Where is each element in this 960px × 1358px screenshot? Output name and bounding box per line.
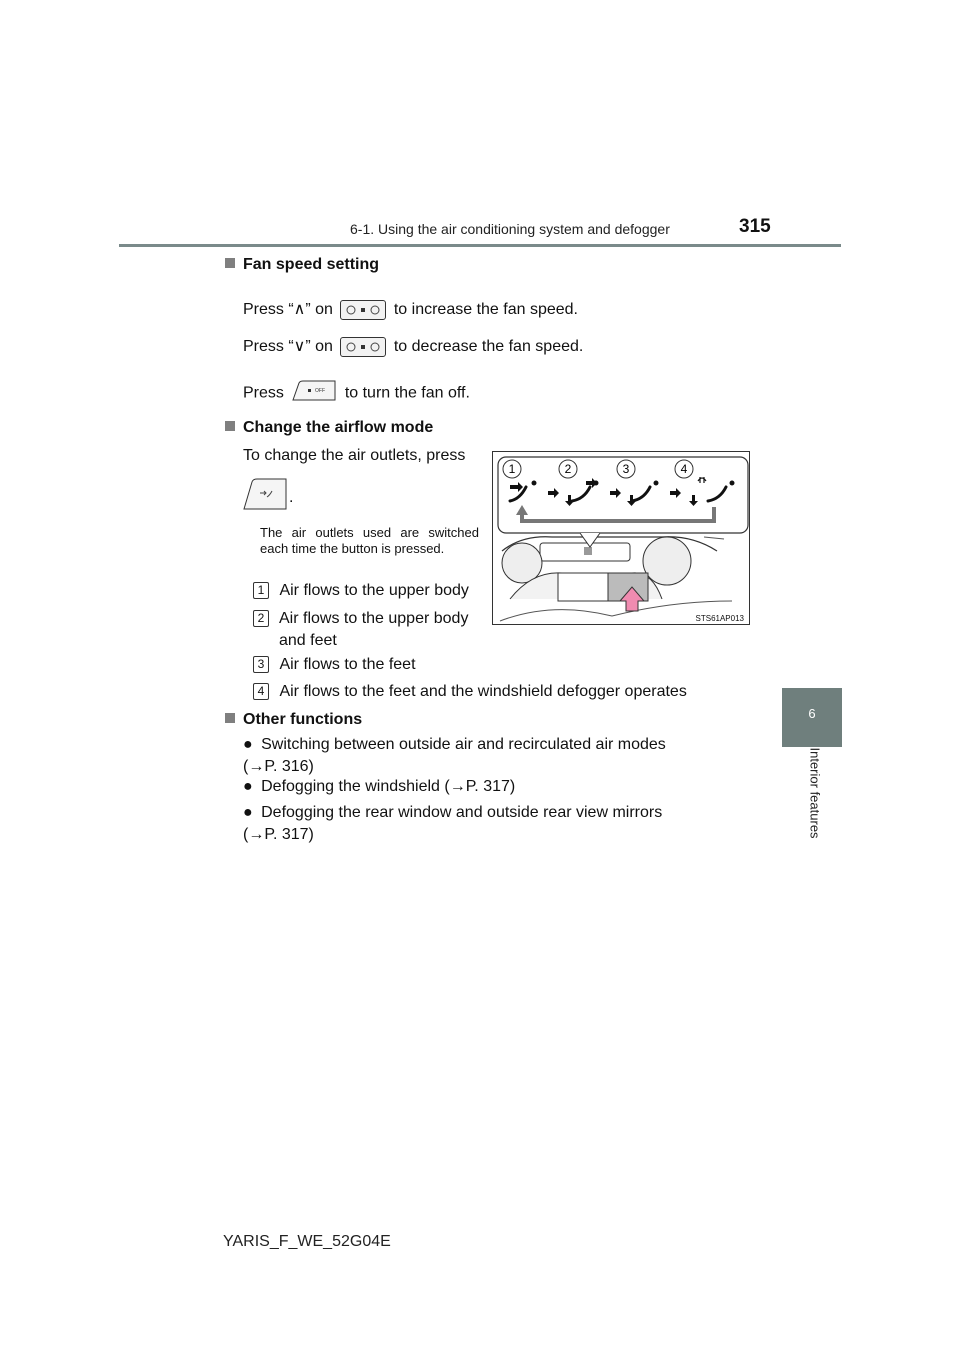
- airflow-figure: [492, 451, 750, 630]
- item-number: 2: [253, 610, 269, 627]
- item-text: Air flows to the upper body: [279, 582, 469, 599]
- square-bullet-icon: [225, 421, 235, 431]
- airflow-button-icon: [242, 477, 288, 511]
- airflow-mode-button-icon: [242, 477, 288, 516]
- other-bullet-2: [243, 778, 515, 796]
- callout-2: 2: [564, 462, 572, 476]
- fan-line-off: [243, 380, 470, 407]
- item-number: 1: [253, 582, 269, 599]
- fan-line3-pre: Press: [243, 384, 284, 402]
- fan-speed-button-icon: [340, 337, 386, 357]
- callout-1: 1: [508, 462, 516, 476]
- airflow-item-1: [253, 582, 469, 600]
- off-button-icon: [291, 380, 337, 402]
- item-number: 4: [253, 683, 269, 700]
- chapter-label: [800, 747, 823, 865]
- chapter-label-text: Interior features: [807, 747, 823, 839]
- callout-4: 4: [680, 462, 688, 476]
- airflow-item-4: [253, 683, 687, 701]
- square-bullet-icon: [225, 258, 235, 268]
- bullet-text: Defogging the windshield (→P. 317): [261, 778, 516, 795]
- fan-line-increase: [243, 299, 578, 320]
- airflow-illustration: [492, 451, 750, 625]
- fan-icon: [341, 301, 385, 319]
- bullet-text: Defogging the rear window and outside rear view mirrors: [261, 804, 663, 821]
- fan-heading: [225, 256, 379, 274]
- other-bullet-1: [243, 734, 666, 778]
- doc-code: YARIS_F_WE_52G04E: [223, 1233, 391, 1250]
- figure-code: STS61AP013: [695, 614, 744, 623]
- fan-line1-post: to increase the fan speed.: [393, 301, 578, 318]
- bullet-text: Switching between outside air and recirculated air modes: [261, 736, 666, 753]
- bullet-dot-icon: ●: [243, 736, 253, 753]
- fan-line1-pre: Press “∧” on: [243, 301, 333, 318]
- item-text: Air flows to the upper body and feet: [279, 610, 469, 649]
- fan-line2-pre: Press “∨” on: [243, 338, 333, 355]
- item-number: 3: [253, 656, 269, 673]
- item-text: Air flows to the feet: [279, 656, 416, 673]
- other-heading: [225, 711, 362, 729]
- fan-line3-post: to turn the fan off.: [344, 384, 470, 402]
- fan-icon: [341, 338, 385, 356]
- header-rule: [119, 244, 841, 247]
- fan-speed-button-icon: [340, 300, 386, 320]
- square-bullet-icon: [225, 713, 235, 723]
- fan-heading-text: Fan speed setting: [243, 256, 380, 273]
- airflow-heading: [225, 419, 433, 437]
- airflow-item-3: [253, 656, 416, 674]
- bullet-ref: (→P. 317): [243, 826, 314, 843]
- bullet-ref: (→P. 316): [243, 758, 314, 775]
- other-bullet-3: [243, 802, 662, 846]
- fan-line-decrease: [243, 336, 583, 357]
- bullet-dot-icon: ●: [243, 778, 253, 795]
- airflow-heading-text: Change the airflow mode: [243, 419, 434, 436]
- off-text: OFF: [315, 388, 326, 394]
- bullet-dot-icon: ●: [243, 804, 253, 821]
- other-heading-text: Other functions: [243, 711, 363, 728]
- callout-3: 3: [622, 462, 630, 476]
- item-text: Air flows to the feet and the windshield defogger operates: [279, 683, 687, 700]
- fan-line2-post: to decrease the fan speed.: [393, 338, 584, 355]
- airflow-intro-end: .: [289, 489, 294, 506]
- fan-off-button-icon: [291, 380, 337, 407]
- airflow-item-2: [253, 608, 483, 652]
- airflow-intro: To change the air outlets, press: [243, 447, 466, 464]
- section-title: 6-1. Using the air conditioning system and defogger: [350, 221, 670, 237]
- airflow-note: The air outlets used are switched each time the button is pressed.: [260, 525, 479, 556]
- chapter-number: 6: [808, 706, 816, 721]
- page-number: 315: [739, 216, 771, 237]
